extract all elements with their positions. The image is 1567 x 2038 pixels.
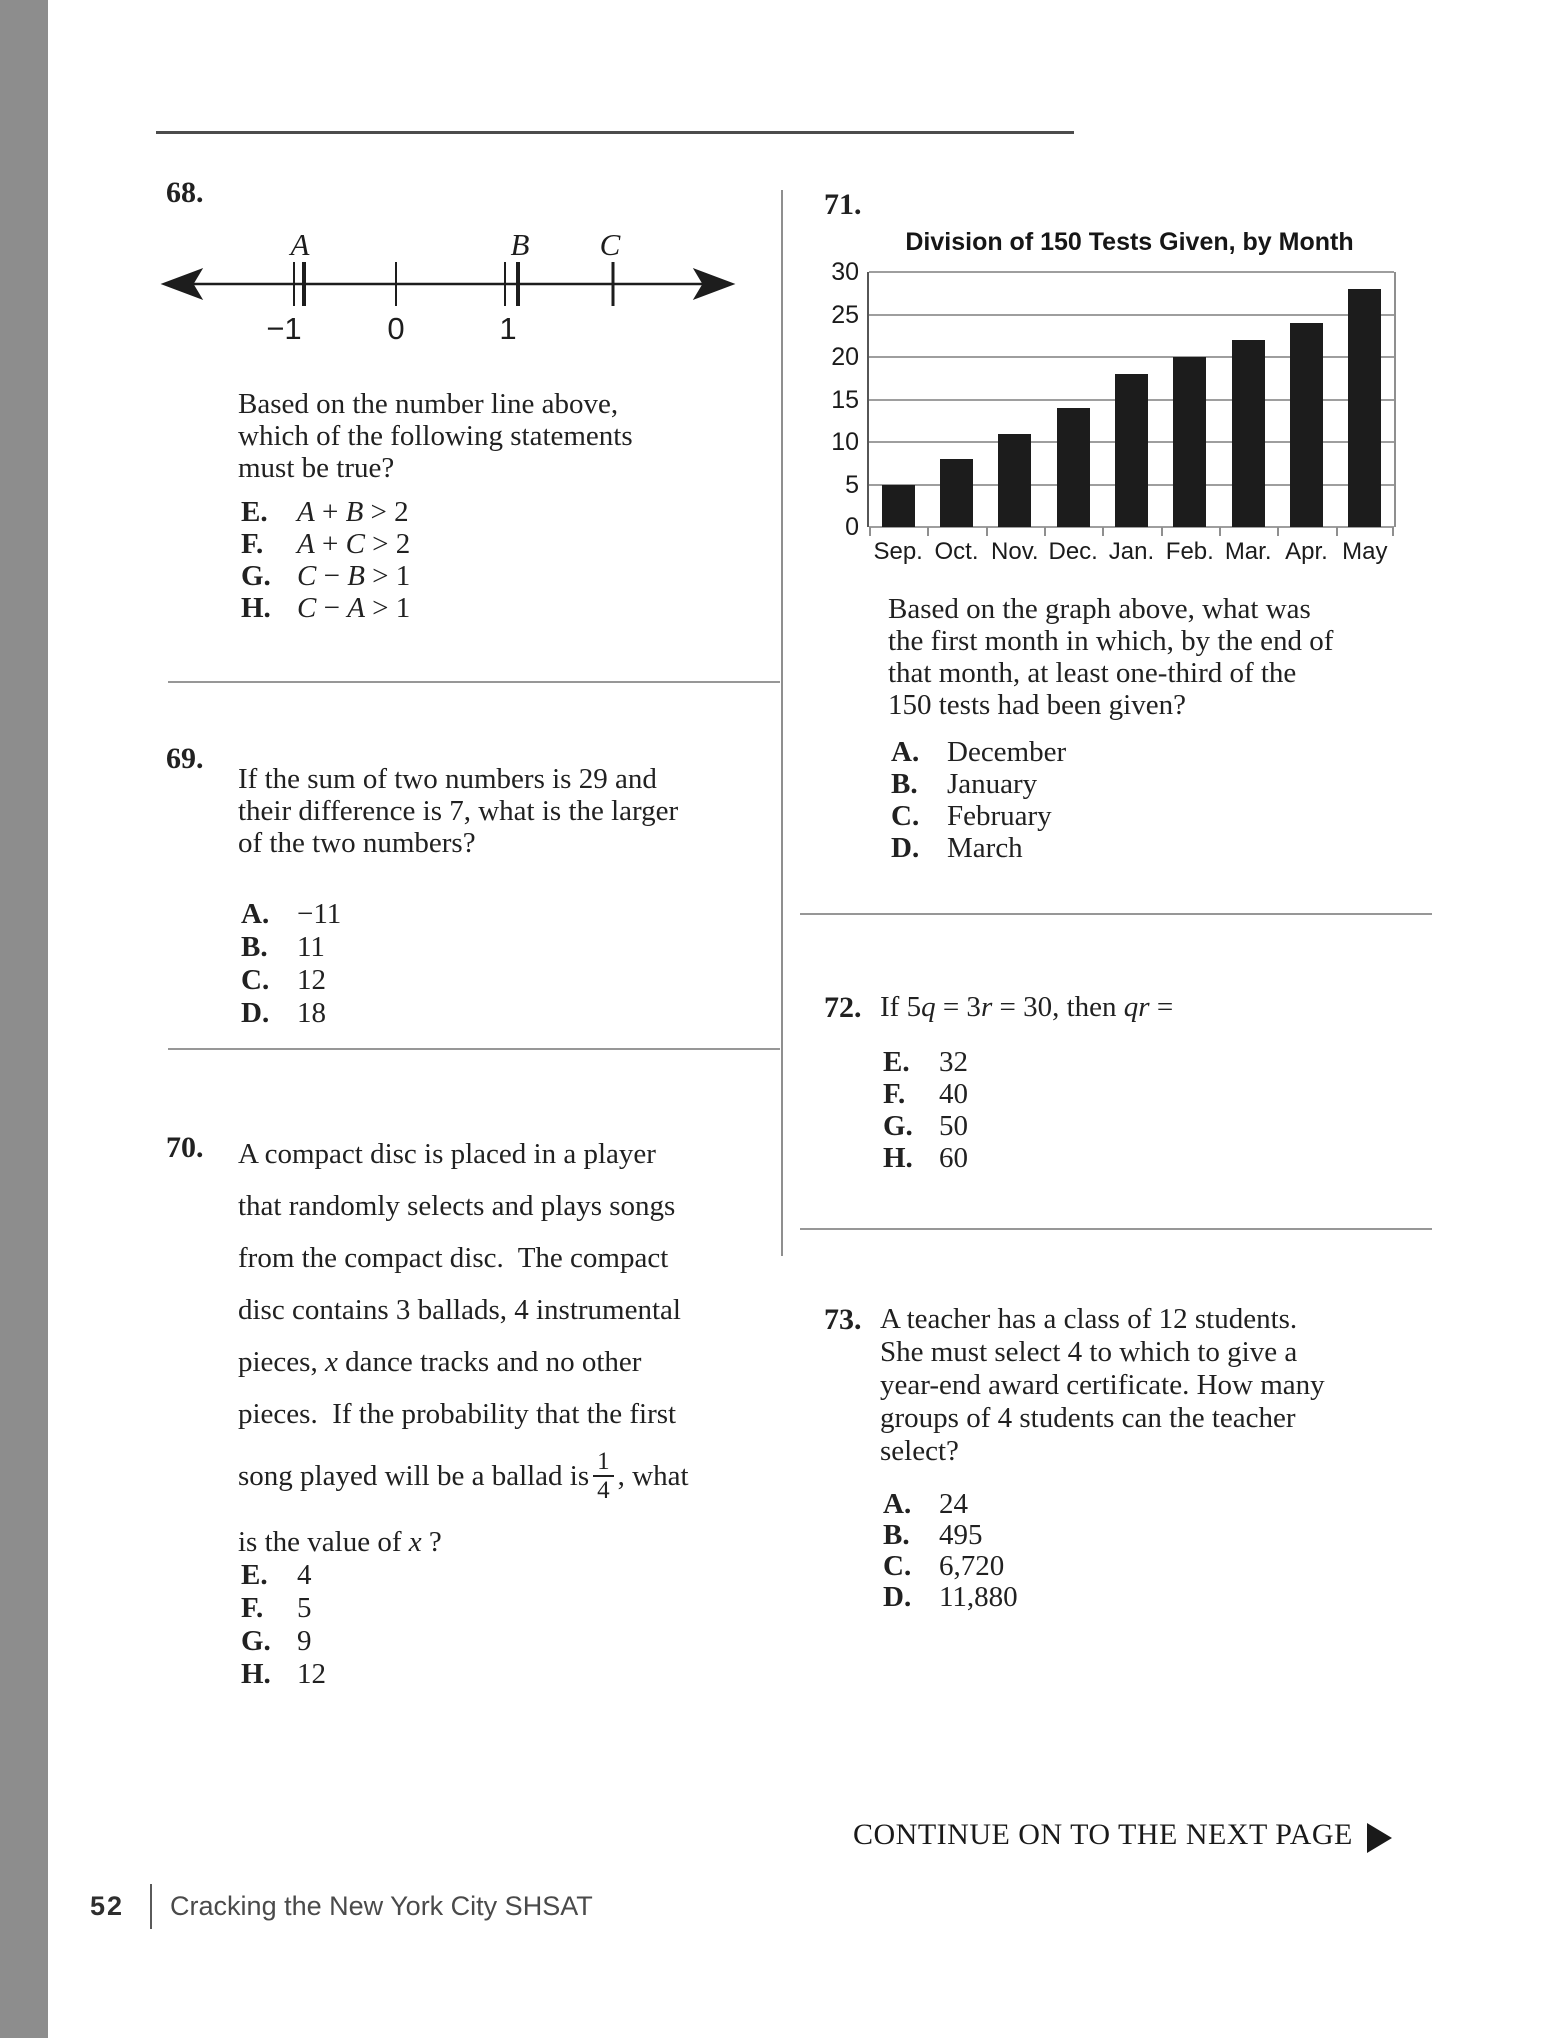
section-divider: [800, 1228, 1432, 1230]
prompt-line: of the two numbers?: [238, 827, 476, 859]
answer-option: [891, 736, 1066, 768]
text-run: −: [316, 560, 348, 592]
question-68-prompt: [238, 388, 633, 484]
text-run: 18: [297, 997, 326, 1029]
text-run: ?: [421, 1526, 442, 1558]
prompt-line: A teacher has a class of 12 students.: [880, 1303, 1298, 1335]
text-run: > 2: [363, 496, 409, 528]
chart-x-tick: [927, 527, 929, 536]
question-69-number: 69.: [166, 742, 204, 775]
point-c-label: C: [599, 227, 621, 262]
option-letter: B.: [891, 768, 918, 800]
answer-option: [241, 560, 410, 592]
math-variable: C: [345, 528, 365, 560]
fraction-line-before: [238, 1460, 589, 1493]
option-text: [939, 1142, 968, 1174]
text-run: 32: [939, 1046, 968, 1078]
fraction-numerator: 1: [593, 1448, 614, 1477]
question-72-number: 72.: [824, 991, 862, 1024]
question-69-prompt: [238, 763, 678, 859]
point-a-label: A: [290, 227, 310, 262]
chart-x-tick-label: Dec.: [1048, 538, 1098, 565]
prompt-line: [238, 1284, 689, 1336]
question-71-number: 71.: [824, 188, 862, 221]
text-run: pieces,: [238, 1346, 325, 1378]
math-variable: B: [345, 496, 364, 528]
chart-x-tick: [986, 527, 988, 536]
question-72-options: [883, 1046, 968, 1174]
answer-option: [891, 800, 1066, 832]
chart-bar: [1232, 340, 1265, 527]
option-text: [939, 1582, 1018, 1613]
chart-plot: [831, 258, 1396, 565]
page-number: 52: [90, 1891, 125, 1921]
option-letter: A.: [241, 898, 270, 930]
text-run: , what: [617, 1459, 689, 1492]
text-run: A compact disc is placed in a player: [238, 1138, 656, 1170]
prompt-line: [238, 1388, 689, 1440]
axis-label-neg1: −1: [266, 311, 302, 346]
text-run: 495: [939, 1519, 983, 1551]
chart-bar: [1348, 289, 1381, 527]
prompt-line: year-end award certificate. How many: [880, 1369, 1325, 1401]
question-70-options: [241, 1559, 326, 1691]
prompt-line: must be true?: [238, 452, 395, 484]
option-letter: F.: [241, 528, 264, 560]
text-run: pieces. If the probability that the first: [238, 1398, 677, 1430]
question-72-prompt: [880, 991, 1173, 1023]
text-run: +: [314, 528, 346, 560]
math-variable: B: [347, 560, 365, 592]
option-text: [939, 1551, 1004, 1582]
option-letter: F.: [241, 1592, 264, 1624]
math-variable: A: [297, 496, 315, 528]
answer-option: [883, 1520, 1018, 1551]
point-b-label: B: [510, 227, 530, 262]
answer-option: [241, 898, 341, 931]
chart-y-tick-label: 20: [831, 343, 859, 371]
math-variable: q: [1123, 991, 1139, 1023]
question-73-number: 73.: [824, 1303, 862, 1336]
option-text: [297, 931, 325, 964]
chart-x-tick-label: May: [1342, 538, 1388, 565]
option-letter: B.: [883, 1519, 910, 1551]
chart-bar: [1290, 323, 1323, 527]
prompt-line: the first month in which, by the end of: [888, 625, 1334, 657]
chart-x-tick: [1219, 527, 1221, 536]
question-68-options: [241, 496, 410, 624]
text-run: If 5: [880, 991, 922, 1023]
option-text: [939, 1078, 968, 1110]
option-letter: D.: [891, 832, 920, 864]
text-run: 50: [939, 1110, 968, 1142]
text-run: is the value of: [238, 1526, 409, 1558]
option-letter: D.: [883, 1581, 912, 1613]
math-variable: q: [921, 991, 936, 1023]
chart-x-tick: [869, 527, 871, 536]
option-text: [947, 736, 1066, 768]
text-run: 4: [297, 1559, 312, 1591]
text-run: song played will be a ballad is: [238, 1459, 590, 1492]
continue-notice-text: CONTINUE ON TO THE NEXT PAGE: [853, 1818, 1353, 1851]
chart-x-tick-label: Jan.: [1108, 538, 1155, 565]
chart-bar: [1173, 357, 1206, 527]
prompt-line-with-fraction: [238, 1440, 689, 1512]
prompt-line: that month, at least one-third of the: [888, 657, 1297, 689]
option-letter: H.: [883, 1142, 913, 1174]
answer-option: [883, 1582, 1018, 1613]
bar-chart-figure: [820, 228, 1460, 578]
option-letter: E.: [241, 1559, 268, 1591]
option-letter: F.: [883, 1078, 906, 1110]
chart-x-tick-label: Sep.: [873, 538, 923, 565]
prompt-line: groups of 4 students can the teacher: [880, 1402, 1296, 1434]
chart-x-tick-label: Feb.: [1165, 538, 1214, 565]
option-text: [947, 768, 1037, 800]
section-divider: [800, 913, 1432, 915]
answer-option: [891, 832, 1066, 864]
chart-x-tick-label: Oct.: [934, 538, 979, 565]
text-run: = 3: [935, 991, 981, 1023]
math-variable: C: [297, 592, 317, 624]
option-letter: C.: [891, 800, 920, 832]
prompt-line: If the sum of two numbers is 29 and: [238, 763, 657, 795]
chart-x-tick: [1277, 527, 1279, 536]
math-variable: A: [297, 528, 315, 560]
chart-y-tick-label: 10: [831, 428, 859, 456]
page-edge-strip: [0, 0, 48, 2038]
chart-x-tick: [1392, 527, 1394, 536]
math-variable: C: [297, 560, 317, 592]
option-letter: H.: [241, 592, 271, 624]
chart-x-tick: [1102, 527, 1104, 536]
option-letter: B.: [241, 931, 268, 963]
question-68-number: 68.: [166, 176, 204, 209]
math-variable: x: [324, 1346, 338, 1378]
option-letter: D.: [241, 997, 270, 1029]
page-footer: [90, 1884, 593, 1929]
option-text: [297, 560, 410, 592]
option-letter: G.: [883, 1110, 913, 1142]
fraction-one-fourth: [593, 1448, 614, 1504]
fraction-line-after: [618, 1460, 689, 1493]
option-text: [297, 1625, 312, 1658]
option-text: [297, 496, 409, 528]
option-text: [297, 1559, 312, 1592]
column-divider: [781, 190, 783, 1256]
text-run: +: [314, 496, 346, 528]
answer-option: [241, 1559, 326, 1592]
prompt-line: Based on the number line above,: [238, 388, 619, 420]
prompt-line: their difference is 7, what is the larger: [238, 795, 679, 827]
text-run: =: [1149, 991, 1174, 1023]
option-text: [297, 592, 410, 624]
chart-y-tick-label: 30: [831, 258, 859, 286]
chart-bar: [940, 459, 973, 527]
answer-option: [241, 1592, 326, 1625]
option-text: [297, 1592, 312, 1625]
chart-x-tick-label: Mar.: [1224, 538, 1272, 565]
chart-y-tick-label: 15: [831, 385, 859, 414]
option-letter: A.: [883, 1488, 912, 1520]
prompt-line: 150 tests had been given?: [888, 689, 1186, 721]
answer-option: [883, 1142, 968, 1174]
chart-x-tick: [1336, 527, 1338, 536]
option-text: [297, 898, 341, 931]
chart-bar: [1057, 408, 1090, 527]
text-run: dance tracks and no other: [337, 1346, 642, 1378]
text-run: 12: [297, 964, 326, 996]
chart-bar: [998, 434, 1031, 528]
answer-option: [883, 1110, 968, 1142]
question-71-options: [891, 736, 1066, 864]
question-69-options: [241, 898, 341, 1030]
option-text: [297, 964, 326, 997]
chart-x-tick: [1161, 527, 1163, 536]
answer-option: [241, 1658, 326, 1691]
prompt-line: select?: [880, 1435, 959, 1467]
prompt-line: which of the following statements: [238, 420, 633, 452]
answer-option: [883, 1046, 968, 1078]
prompt-line: Based on the graph above, what was: [888, 593, 1311, 625]
question-70-number: 70.: [166, 1131, 204, 1164]
text-run: 60: [939, 1142, 968, 1174]
chart-bar: [882, 485, 915, 528]
text-run: 24: [939, 1488, 968, 1520]
option-text: [939, 1520, 983, 1551]
option-letter: C.: [241, 964, 270, 996]
option-text: [939, 1046, 968, 1078]
text-run: 9: [297, 1625, 312, 1657]
text-run: 11: [297, 931, 325, 963]
answer-option: [241, 528, 410, 560]
text-run: from the compact disc. The compact: [238, 1242, 669, 1274]
option-text: [947, 832, 1023, 864]
option-letter: A.: [891, 736, 920, 768]
answer-option: [241, 931, 341, 964]
footer-divider: [150, 1884, 152, 1929]
chart-x-tick: [1044, 527, 1046, 536]
option-text: [297, 997, 326, 1030]
question-73-prompt: [880, 1303, 1325, 1468]
text-run: > 1: [364, 592, 411, 624]
prompt-line: [238, 1128, 689, 1180]
prompt-line: [238, 1336, 689, 1388]
prompt-line: [238, 1180, 689, 1232]
question-71-prompt: [888, 593, 1333, 721]
option-letter: E.: [241, 496, 268, 528]
continue-notice: [853, 1818, 1392, 1853]
text-run: = 30, then: [992, 991, 1124, 1023]
answer-option: [241, 592, 410, 624]
answer-option: [883, 1489, 1018, 1520]
chart-title: Division of 150 Tests Given, by Month: [905, 228, 1354, 256]
option-letter: E.: [883, 1046, 910, 1078]
option-text: [947, 800, 1052, 832]
answer-option: [241, 964, 341, 997]
math-variable: r: [980, 991, 993, 1023]
text-run: 6,720: [939, 1550, 1005, 1582]
question-73-options: [883, 1489, 1018, 1613]
text-run: 40: [939, 1078, 968, 1110]
option-letter: G.: [241, 560, 271, 592]
axis-label-one: 1: [499, 311, 517, 346]
math-variable: r: [1138, 991, 1150, 1023]
next-page-arrow-icon: [1367, 1823, 1392, 1853]
math-variable: A: [347, 592, 365, 624]
text-run: disc contains 3 ballads, 4 instrumental: [238, 1294, 681, 1326]
answer-option: [891, 768, 1066, 800]
option-letter: C.: [883, 1550, 912, 1582]
number-line-figure: [148, 222, 748, 347]
top-rule: [156, 131, 1074, 134]
text-run: −11: [297, 898, 342, 930]
prompt-line: [238, 1232, 689, 1284]
text-run: > 2: [364, 528, 411, 560]
option-text: [939, 1110, 968, 1142]
text-run: > 1: [364, 560, 411, 592]
chart-x-tick-label: Apr.: [1285, 538, 1328, 565]
text-run: January: [947, 768, 1038, 800]
option-letter: G.: [241, 1625, 271, 1657]
text-run: 5: [297, 1592, 312, 1624]
option-text: [939, 1489, 968, 1520]
option-letter: H.: [241, 1658, 271, 1690]
chart-gridline: [869, 271, 1394, 273]
section-divider: [168, 681, 780, 683]
text-run: −: [316, 592, 348, 624]
fraction-denominator: 4: [597, 1477, 610, 1504]
answer-option: [241, 496, 410, 528]
text-run: February: [947, 800, 1052, 832]
text-run: 11,880: [939, 1581, 1018, 1613]
answer-option: [883, 1551, 1018, 1582]
axis-label-zero: 0: [387, 311, 405, 346]
chart-gridline: [869, 314, 1394, 316]
question-70-prompt: [238, 1128, 689, 1568]
answer-option: [241, 1625, 326, 1658]
math-variable: x: [408, 1526, 422, 1558]
answer-option: [241, 997, 341, 1030]
text-run: 12: [297, 1658, 326, 1690]
section-divider: [168, 1048, 780, 1050]
text-run: March: [947, 832, 1023, 864]
option-text: [297, 1658, 326, 1691]
option-text: [297, 528, 410, 560]
answer-option: [883, 1078, 968, 1110]
chart-y-tick-label: 0: [845, 513, 859, 541]
book-title: Cracking the New York City SHSAT: [170, 1891, 593, 1921]
text-run: that randomly selects and plays songs: [238, 1190, 676, 1222]
chart-x-tick-label: Nov.: [991, 538, 1039, 565]
prompt-line: She must select 4 to which to give a: [880, 1336, 1298, 1368]
chart-y-tick-label: 25: [831, 300, 859, 329]
text-run: December: [947, 736, 1067, 768]
chart-bar: [1115, 374, 1148, 527]
chart-y-tick-label: 5: [845, 470, 859, 499]
